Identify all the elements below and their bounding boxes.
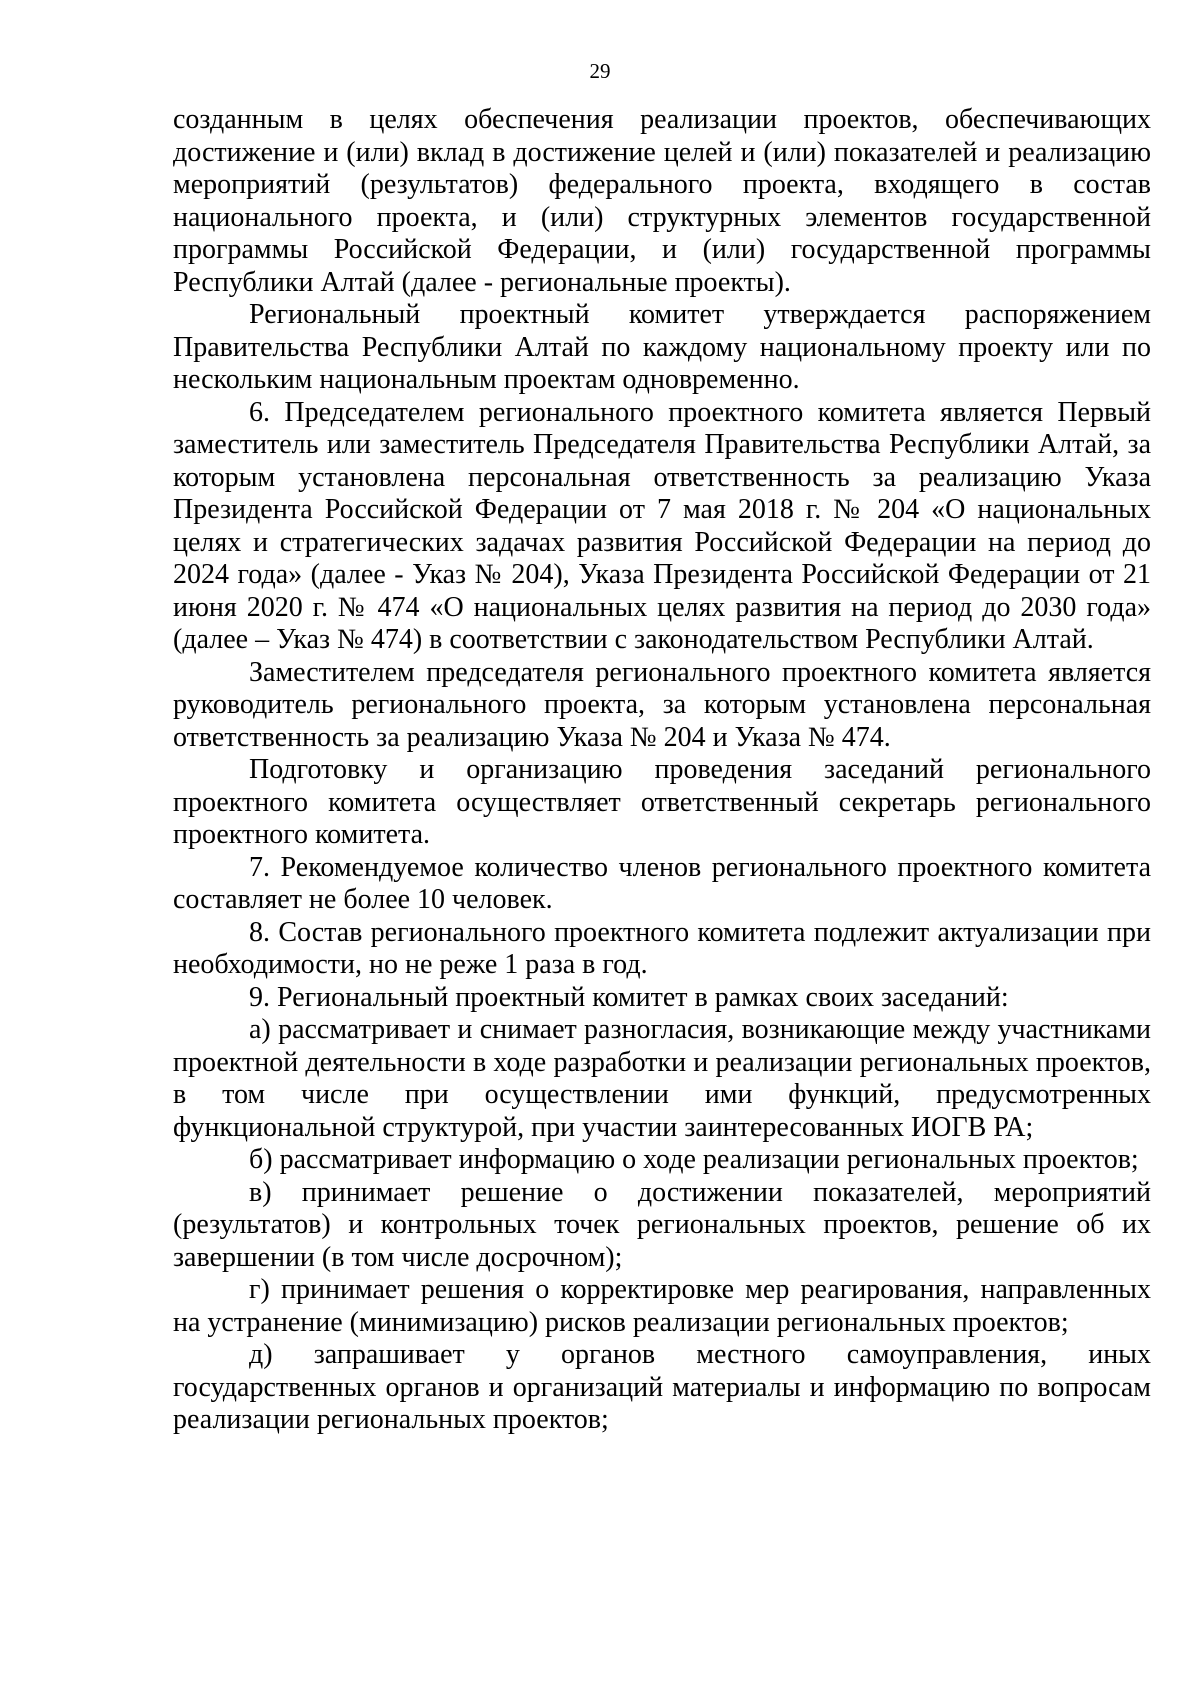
paragraph-committee-approval: Региональный проектный комитет утверждается распоряжением Правительства Республики Алтай по каждому национальному проекту или по нескольким национальным проектам одновременно.: [173, 299, 1151, 395]
list-item-d: д) запрашивает у органов местного самоуправления, иных государственных органов и организаций материалы и информацию по вопросам реализации региональных проектов;: [173, 1339, 1151, 1435]
paragraph-item-9: 9. Региональный проектный комитет в рамках своих заседаний:: [249, 981, 1009, 1013]
paragraph-continuation: созданным в целях обеспечения реализации проектов, обеспечивающих достижение и (или) вклад в достижение целей и (или) показателей и реализацию мероприятий (результатов) федерального проекта, входящего в состав национального проекта, и (или) структурных элементов государственной программы Российской Федерации, и (или) государственной программы Республики Алтай (далее - региональные проекты).: [173, 104, 1151, 298]
list-item-a: а) рассматривает и снимает разногласия, возникающие между участниками проектной деятельности в ходе разработки и реализации региональных проектов, в том числе при осуществлении ими функций, предусмотренных функциональной структурой, при участии заинтересованных ИОГВ РА;: [173, 1014, 1151, 1143]
paragraph-item-7: 7. Рекомендуемое количество членов регионального проектного комитета составляет не более 10 человек.: [173, 851, 1151, 915]
list-item-g: г) принимает решения о корректировке мер реагирования, направленных на устранение (минимизацию) рисков реализации региональных проектов;: [173, 1274, 1151, 1338]
document-body: [173, 104, 1151, 1437]
paragraph-secretary: Подготовку и организацию проведения заседаний регионального проектного комитета осуществляет ответственный секретарь регионального проектного комитета.: [173, 754, 1151, 850]
paragraph-item-6: 6. Председателем регионального проектного комитета является Первый заместитель или заместитель Председателя Правительства Республики Алтай, за которым установлена персональная ответственность за реализацию Указа Президента Российской Федерации от 7 мая 2018 г. № 204 «О национальных целях и стратегических задачах развития Российской Федерации на период до 2024 года» (далее - Указ № 204), Указа Президента Российской Федерации от 21 июня 2020 г. № 474 «О национальных целях развития на период до 2030 года» (далее – Указ № 474) в соответствии с законодательством Республики Алтай.: [173, 396, 1151, 655]
list-item-b: б) рассматривает информацию о ходе реализации региональных проектов;: [249, 1144, 1139, 1175]
list-item-v: в) принимает решение о достижении показателей, мероприятий (результатов) и контрольных точек региональных проектов, решение об их завершении (в том числе досрочном);: [173, 1176, 1151, 1273]
page-number: 29: [589, 59, 611, 83]
paragraph-item-8: 8. Состав регионального проектного комитета подлежит актуализации при необходимости, но не реже 1 раза в год.: [173, 916, 1151, 980]
paragraph-deputy-chair: Заместителем председателя регионального проектного комитета является руководитель регионального проекта, за которым установлена персональная ответственность за реализацию Указа № 204 и Указа № 474.: [173, 656, 1151, 753]
